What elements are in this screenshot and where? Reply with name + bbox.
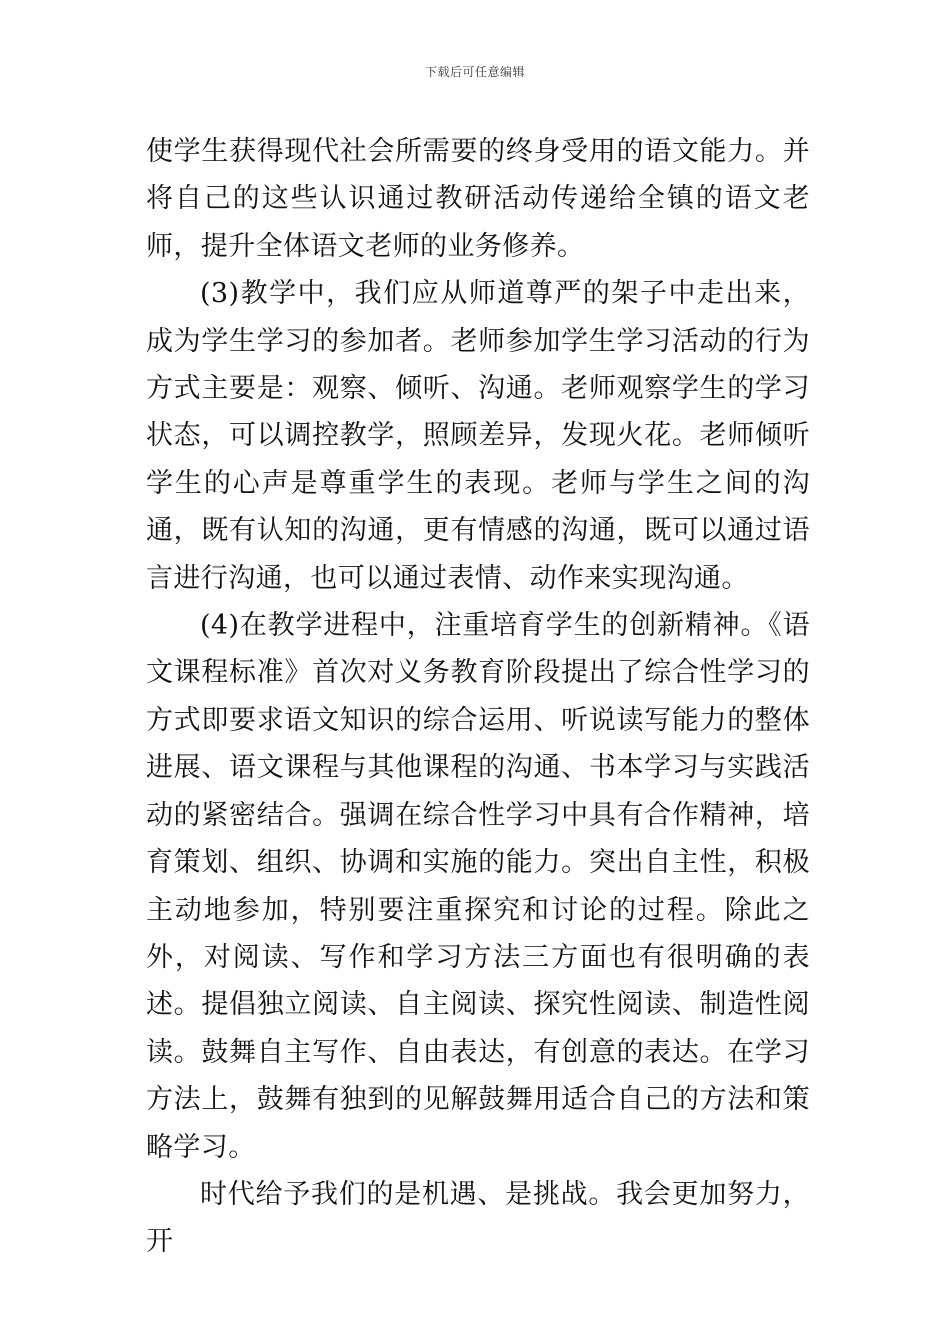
paragraph-continuation: 使学生获得现代社会所需要的终身受用的语文能力。并将自己的这些认识通过教研活动传递给全镇的语文老师，提升全体语文老师的业务修养。 (146, 136, 810, 262)
page-header: 下载后可任意编辑 (424, 65, 525, 79)
document-body (146, 128, 810, 1266)
paragraph-point-4: (4)在教学进程中，注重培育学生的创新精神。《语文课程标准》首次对义务教育阶段提出了综合性学习的方式即要求语文知识的综合运用、听说读写能力的整体进展、语文课程与其他课程的沟通、书本学习与实践活动的紧密结合。强调在综合性学习中具有合作精神，培育策划、组织、协调和实施的能力。突出自主性，积极主动地参加，特别要注重探究和讨论的过程。除此之外，对阅读、写作和学习方法三方面也有很明确的表述。提倡独立阅读、自主阅读、探究性阅读、制造性阅读。鼓舞自主写作、自由表达，有创意的表达。在学习方法上，鼓舞有独到的见解鼓舞用适合自己的方法和策略学习。 (146, 610, 810, 1163)
paragraph-point-3: (3)教学中，我们应从师道尊严的架子中走出来，成为学生学习的参加者。老师参加学生学习活动的行为方式主要是：观察、倾听、沟通。老师观察学生的学习状态，可以调控教学，照顾差异，发现火花。老师倾听学生的心声是尊重学生的表现。老师与学生之间的沟通，既有认知的沟通，更有情感的沟通，既可以通过语言进行沟通，也可以通过表情、动作来实现沟通。 (146, 278, 810, 594)
paragraph-closing: 时代给予我们的是机遇、是挑战。我会更加努力，开 (146, 1178, 810, 1258)
